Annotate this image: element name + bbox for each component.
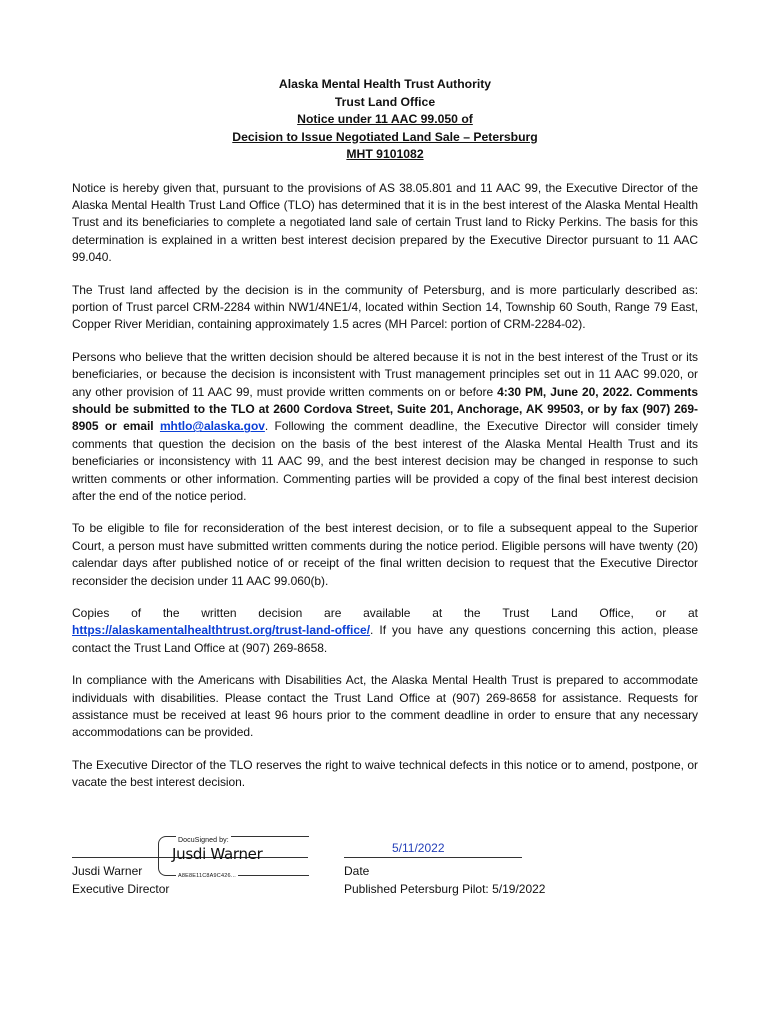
copies-word: the — [162, 606, 180, 621]
copies-word: at — [432, 606, 443, 621]
copies-word: Trust — [502, 606, 530, 621]
notice-document — [72, 76, 698, 792]
paragraph-ada: In compliance with the Americans with Disabilities Act, the Alaska Mental Health Trust is prepared to accommodate individuals with disabilities. Please contact the Trust Land Office at (907) 269-8658 for assistance. Requests for assistance must be received at least 96 hours prior to the comment deadline in order to ensure that any necessary accommodations can be provided. — [72, 673, 698, 740]
header-notice: Notice under 11 AAC 99.050 of — [297, 112, 473, 126]
copies-rest — [72, 622, 698, 657]
signer-title: Executive Director — [72, 882, 170, 896]
paragraph-copies — [72, 605, 698, 657]
comments-text-b: . Following the comment deadline, the Executive Director will consider timely comments that question the decision on the basis of the best interest of the Alaska Mental Health Trust and its beneficiaries or inconsistency with 11 AAC 99, and the best interest decision may be changed in response to such written comments or other information. Commenting parties will be provided a copy of the final best interest decision after the end of the notice period. — [72, 419, 699, 503]
handwritten-signature: Jusdi Warner — [172, 845, 263, 863]
copies-word: the — [463, 606, 481, 621]
header-office: Trust Land Office — [334, 94, 436, 109]
email-link[interactable]: mhtlo@alaska.gov — [159, 419, 265, 434]
copies-word: written — [201, 606, 237, 621]
header-org: Alaska Mental Health Trust Authority — [278, 77, 492, 91]
copies-word: or — [655, 606, 667, 621]
copies-word: Land — [550, 606, 578, 621]
paragraph-land-description: The Trust land affected by the decision is in the community of Petersburg, and is more particularly described as: portion of Trust parcel CRM-2284 within NW1/4NE1/4, located within Section 14, Township 60 South, Range 79 East, Copper River Meridian, containing approximately 1.5 acres (MH Parcel: portion of CRM-2284-02). — [72, 282, 698, 332]
date-label: Date — [344, 864, 370, 878]
paragraph-waiver: The Executive Director of the TLO reserves the right to waive technical defects in this notice or to amend, postpone, or vacate the best interest decision. — [72, 757, 698, 790]
copies-contact-text: . If you have any questions concerning this action, please contact the Trust Land Office at (907) 269-8658. — [72, 623, 698, 655]
comments-text-a: Persons who believe that the written decision should be altered because it is not in the best interest of the Trust or its beneficiaries, or because the decision is inconsistent with Trust management principles set out in 11 AAC 99.020, or any other provision of 11 AAC 99, must provide written comments on or before — [72, 349, 698, 399]
copies-word: at — [687, 606, 698, 621]
copies-word: Copies — [72, 606, 110, 621]
date-line — [344, 857, 522, 858]
copies-word: are — [324, 606, 342, 621]
header-decision: Decision to Issue Negotiated Land Sale – Petersburg — [232, 129, 538, 144]
copies-word: available — [363, 606, 411, 621]
website-link[interactable]: https://alaskamentalhealthtrust.org/trust-land-office/ — [72, 623, 371, 638]
copies-first-line — [72, 605, 698, 622]
docusigned-label: DocuSigned by: — [176, 832, 231, 849]
copies-word: Office, — [599, 606, 634, 621]
header-file-number: MHT 9101082 — [346, 147, 424, 161]
paragraph-reconsideration: To be eligible to file for reconsideration of the best interest decision, or to file a subsequent appeal to the Superior Court, a person must have submitted written comments during the notice period. Eligible persons will have twenty (20) calendar days after published notice of or receipt of the final written decision to request that the Executive Director reconsider the decision under 11 AAC 99.060(b). — [72, 521, 698, 588]
envelope-id: A8E8E11C8A9C426... — [176, 868, 238, 885]
document-header — [72, 76, 698, 164]
paragraph-comments — [72, 349, 698, 506]
copies-word: decision — [258, 606, 303, 621]
signature-block — [72, 834, 698, 904]
paragraph-notice: Notice is hereby given that, pursuant to the provisions of AS 38.05.801 and 11 AAC 99, the Executive Director of the Alaska Mental Health Trust Land Office (TLO) has determined that it is in the best interest of the Alaska Mental Health Trust and its beneficiaries to complete a negotiated land sale of certain Trust land to Ricky Perkins. The basis for this determination is explained in a written best interest decision prepared by the Executive Director pursuant to 11 AAC 99.040. — [72, 180, 698, 265]
published-note: Published Petersburg Pilot: 5/19/2022 — [344, 882, 546, 896]
comments-deadline: 4:30 PM, June 20, 2022. Comments should be submitted to the TLO at 2600 Cordova Street, Suite 201, Anchorage, AK 99503, or by fax (907) 269-8905 or email — [72, 384, 698, 434]
copies-word: of — [131, 606, 142, 621]
signature-date-value: 5/11/2022 — [392, 841, 445, 855]
signer-name: Jusdi Warner — [72, 864, 143, 878]
